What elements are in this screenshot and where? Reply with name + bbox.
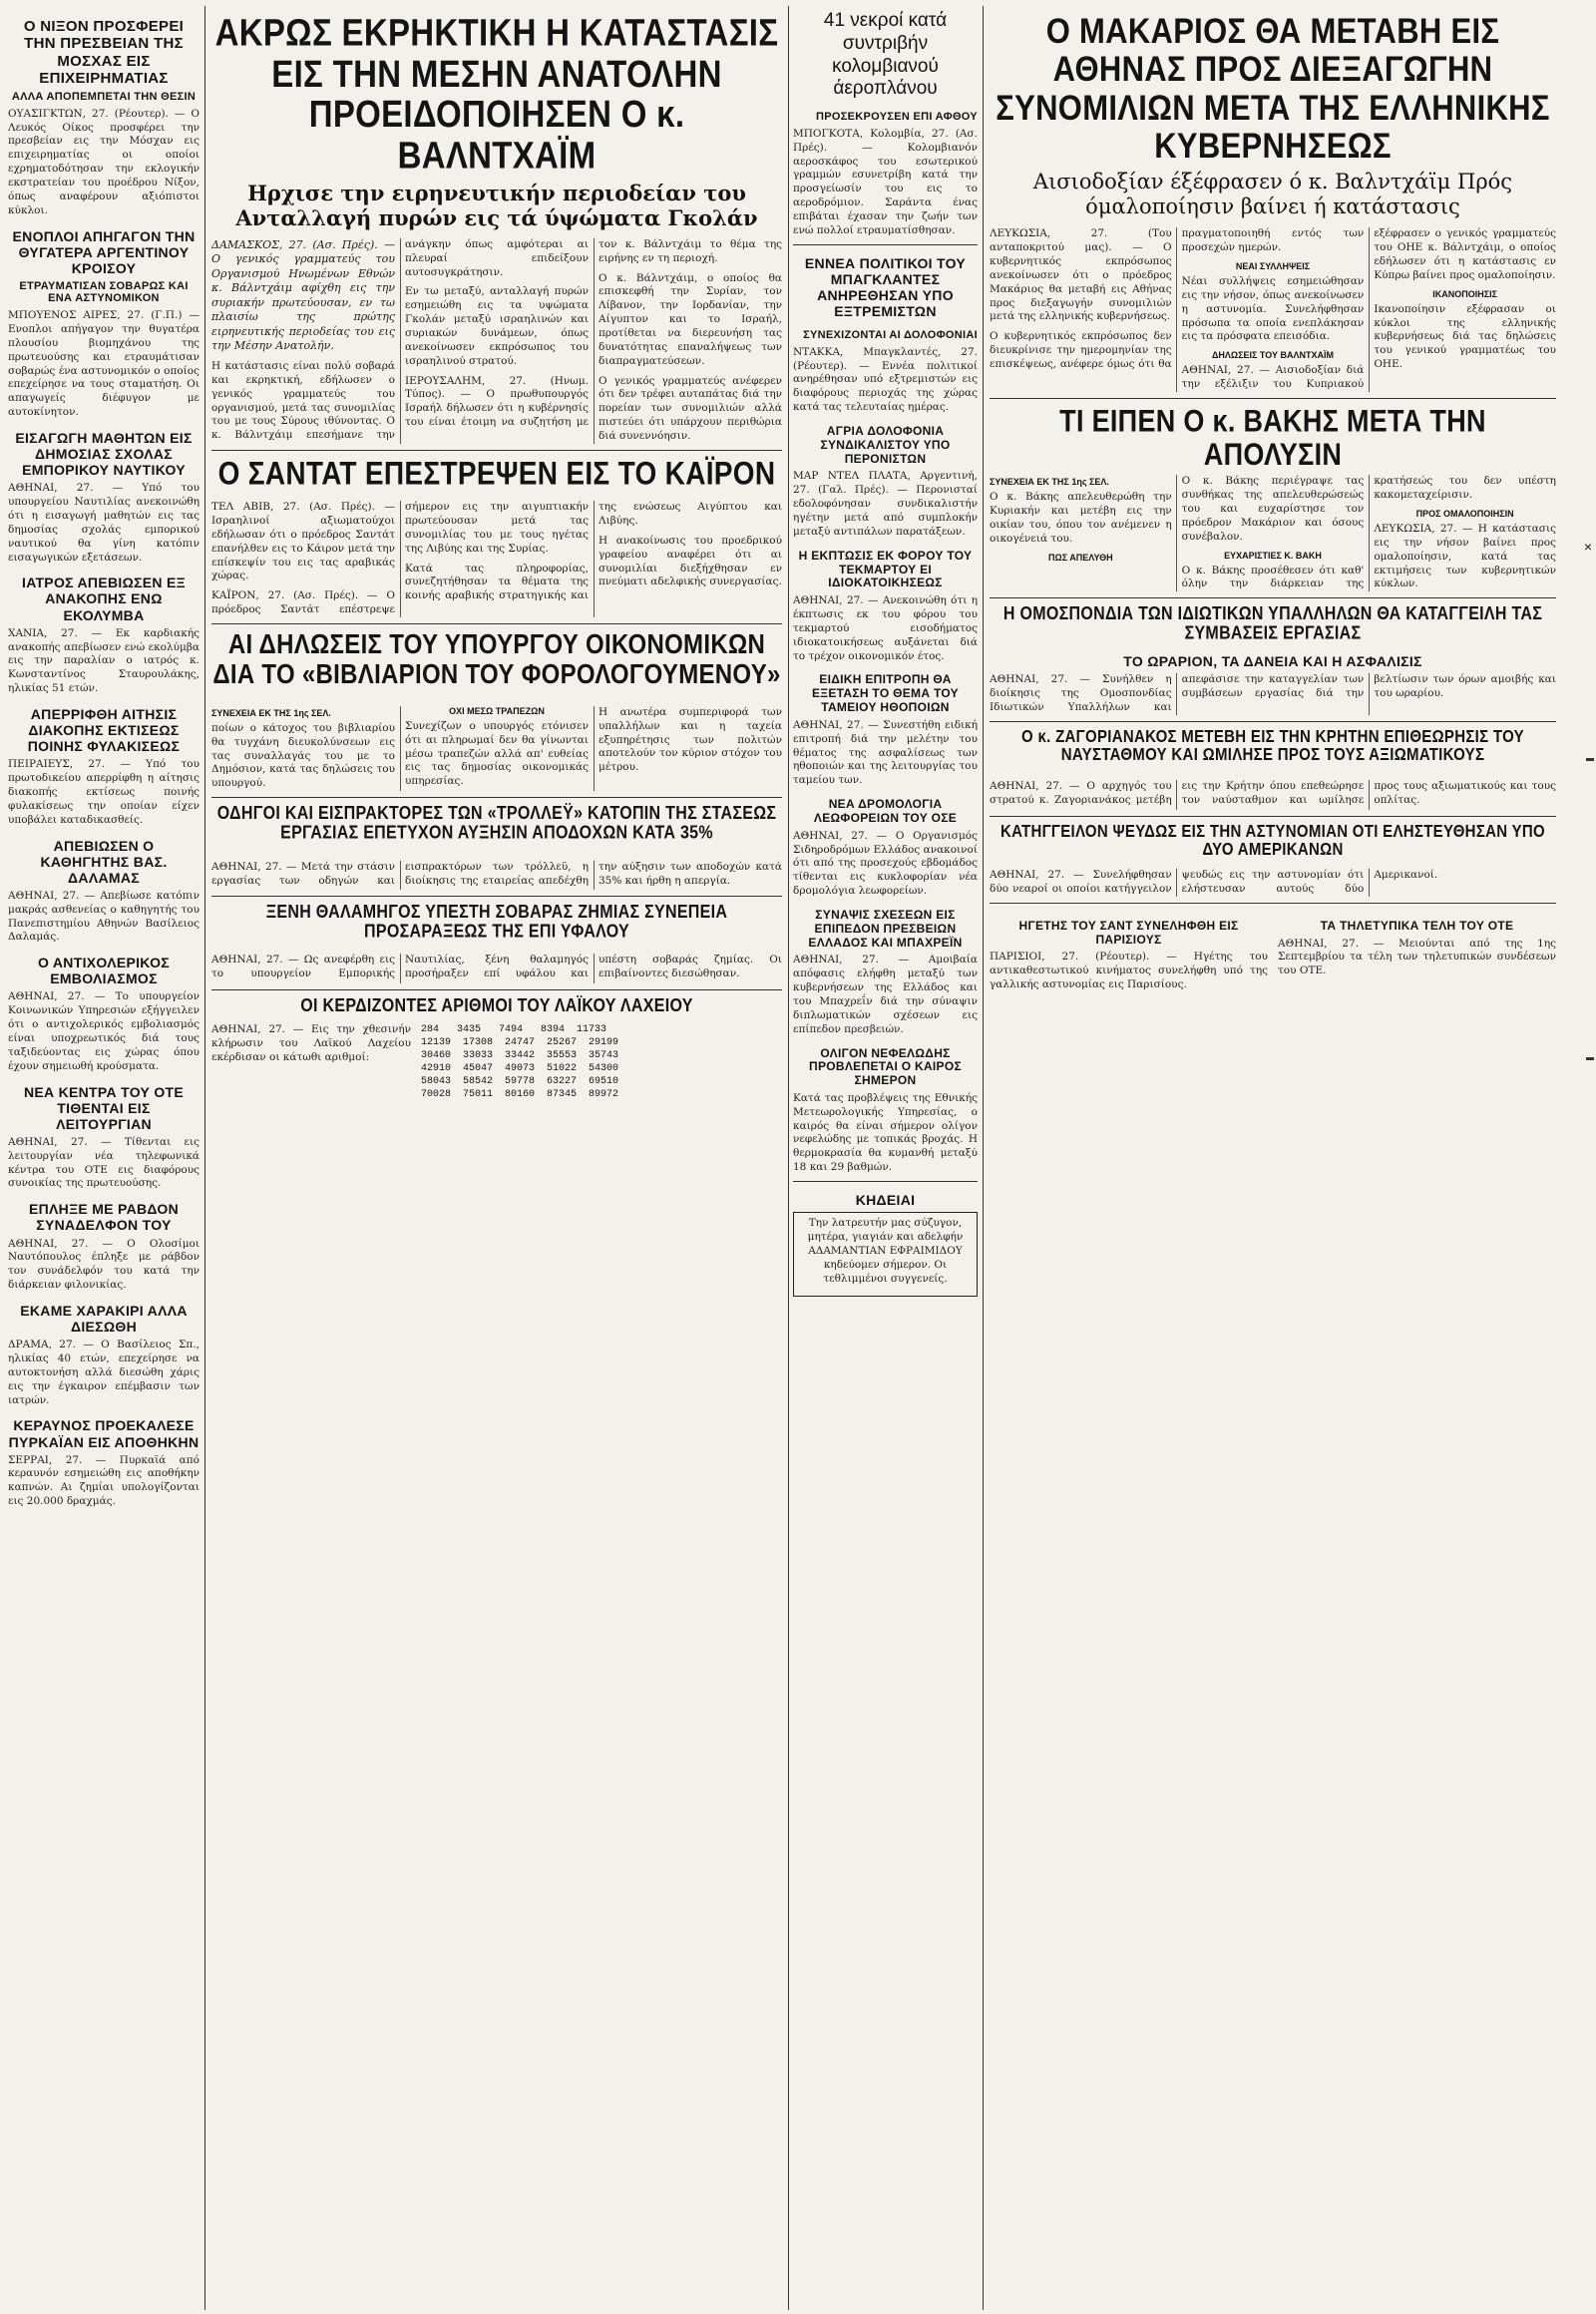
article-argentina: ΜΠΟΥΕΝΟΣ ΑΙΡΕΣ, 27. (Γ.Π.) — Ενοπλοι απήγαγον την θυγατέρα πλουσίου βιομηχάνου της πρωτευούσης και ετραυμάτισαν σοβαρώς ένα αστυνομικόν ο οποίος επεχείρησε να τους σταματήση. Οι απαγωγείς διέφυγον με αυτοκίνητον. [8, 309, 200, 419]
article-lightning: ΣΕΡΡΑΙ, 27. — Πυρκαϊά από κεραυνόν εσημειώθη εις αποθήκην καπνών. Αι ζημίαι υπολογίζονται εις 20.000 δραχμάς. [8, 1453, 200, 1508]
funeral-notice [793, 1212, 978, 1297]
article-subhead: ΙΚΑΝΟΠΟΙΗΣΙΣ [1432, 288, 1498, 299]
headline-trolley: ΟΔΗΓΟΙ ΚΑΙ ΕΙΣΠΡΑΚΤΟΡΕΣ ΤΩΝ «ΤΡΟΛΛΕΫ» ΚΑΤΟΠΙΝ ΤΗΣ ΣΤΑΣΕΩΣ ΕΡΓΑΣΙΑΣ ΕΠΕΤΥΧΟΝ ΑΥΞΗΣΙΝ ΑΠΟΔΟΧΩΝ ΚΑΤΑ 35% [216, 804, 777, 844]
margin-cross-mark: × [1583, 539, 1592, 555]
article-subhead: ΟΧΙ ΜΕΣΩ ΤΡΑΠΕΖΩΝ [449, 705, 545, 716]
column-rule [204, 6, 205, 2310]
article-paragraph: ποίων ο κάτοχος του βιβλιαρίου θα τυγχάνη διευκολύνσεων εις τας συναλλαγάς του με το Δημόσιον, κατά τας δηλώσεις του υπουργού. [211, 721, 395, 790]
article-lottery [211, 1023, 782, 1101]
headline-sentence: ΑΠΕΡΡΙΦΘΗ ΑΙΤΗΣΙΣ ΔΙΑΚΟΠΗΣ ΕΚΤΙΣΕΩΣ ΠΟΙΝΗΣ ΦΥΛΑΚΙΣΕΩΣ [27, 705, 181, 755]
article-paragraph: ΛΕΥΚΩΣΙΑ, 27. — Η κατάστασις εις την νήσον βαίνει προς ομαλοποίησιν, κατά τας εκτιμήσεις των κυβερνητικών κύκλων. [1374, 523, 1556, 590]
article-bangladesh: ΝΤΑΚΚΑ, Μπαγκλαντές, 27. (Ρέουτερ). — Εννέα πολιτικοί ανηρέθησαν υπό εξτρεμιστών εις διαφόρους περιοχάς της χώρας κατά τας τελευταίας ημέρας. [793, 345, 978, 414]
article-tax-booklet [211, 706, 782, 791]
headline-zagorianakos: Ο κ. ΖΑΓΟΡΙΑΝΑΚΟΣ ΜΕΤΕΒΗ ΕΙΣ ΤΗΝ ΚΡΗΤΗΝ ΕΠΙΘΕΩΡΗΣΙΣ ΤΟΥ ΝΑΥΣΤΑΘΜΟΥ ΚΑΙ ΩΜΙΛΗΣΕ ΠΡΟΣ ΤΟΥΣ ΑΞΙΩΜΑΤΙΚΟΥΣ [1021, 726, 1524, 765]
article-actors-fund: ΑΘΗΝΑΙ, 27. — Συνεστήθη ειδική επιτροπή διά την μελέτην του θέματος της ασφαλίσεως των ηθοποιών και της λειτουργίας του ταμείου των. [793, 718, 978, 787]
subhead-private-employees: ΤΟ ΩΡΑΡΙΟΝ, ΤΑ ΔΑΝΕΙΑ ΚΑΙ Η ΑΣΦΑΛΙΣΙΣ [1123, 652, 1422, 669]
article-nautical-schools: ΑΘΗΝΑΙ, 27. — Υπό του υπουργείου Ναυτιλίας ανεκοινώθη ότι η εισαγωγή μαθητών εις τας δημοσίας σχολάς εμπορικού ναυτικού θα γίνη κατόπιν εισαγωγικών εξετάσεων. [8, 482, 200, 564]
article-paragraph: Η κατάστασις είναι πολύ σοβαρά και εκρηκτική, εδήλωσεν ο γενικός γραμματεύς του οργανισμού, μετά τας συνομιλίας του με τους Σύρους ιθύνοντας. Ο κ. Βάλντχάιμ επεσήμανε την ανάγκην όπως αμφότεραι αι πλευραί επιδείξουν αυτοσυγκράτησιν. [211, 237, 589, 442]
article-paragraph: ΑΘΗΝΑΙ, 27. — Αισιοδοξίαν διά την εξέλιξιν του Κυπριακού εξέφρασεν ο γενικός γραμματεύς του ΟΗΕ κ. Βάλντχάιμ, ο οποίος εδήλωσεν ότι η κατάστασις εν Κύπρω βαίνει προς ομαλοποίησιν. [1181, 227, 1556, 391]
section-divider [990, 398, 1556, 399]
article-subhead: ΝΕΑΙ ΣΥΛΛΗΨΕΙΣ [1235, 260, 1311, 271]
article-paragraph: ΙΕΡΟΥΣΑΛΗΜ, 27. (Ηνωμ. Τύπος). — Ο πρωθυπουργός Ισραήλ δήλωσεν ότι η κυβέρνησίς του είναι έτοιμη να συζητήση με τον κ. Βάλντχάιμ το θέμα της ειρήνης εν τη περιοχή. [405, 237, 782, 429]
headline-bangladesh: ΕΝΝΕΑ ΠΟΛΙΤΙΚΟΙ ΤΟΥ ΜΠΑΓΚΛΑΝΤΕΣ ΑΝΗΡΕΘΗΣΑΝ ΥΠΟ ΕΞΤΡΕΜΙΣΤΩΝ [804, 254, 967, 319]
headline-private-employees: Η ΟΜΟΣΠΟΝΔΙΑ ΤΩΝ ΙΔΙΩΤΙΚΩΝ ΥΠΑΛΛΗΛΩΝ ΘΑ ΚΑΤΑΓΓΕΙΛΗ ΤΑΣ ΣΥΜΒΑΣΕΙΣ ΕΡΓΑΣΙΑΣ [1002, 604, 1543, 644]
article-weather: Κατά τας προβλέψεις της Εθνικής Μετεωρολογικής Υπηρεσίας, ο καιρός θα είναι σήμερον ολίγον νεφελώδης με τοπικάς βροχάς. Η θερμοκρασία θα κυμανθή μεταξύ 18 και 29 βαθμών. [793, 1091, 978, 1174]
article-paragraph: ΛΕΥΚΩΣΙΑ, 27. (Του ανταποκριτού μας). — Ο κυβερνητικός εκπρόσωπος ανεκοίνωσεν ότι ο πρόεδρος Μακάριος θα μεταβή εις Αθήνας προς διεξαγωγήν συνομιλιών μετά της ελληνικής κυβερνήσεως. [990, 227, 1172, 323]
article-paragraph: Ο γενικός γραμματεύς ανέφερεν ότι δεν τρέφει αυταπάτας διά την πορείαν των συνομιλιών αλλά πιστεύει ότι υπάρχουν περιθώρια διά συνεννόησιν. [598, 374, 782, 443]
article-vakis [990, 475, 1556, 591]
headline-actors-fund: ΕΙΔΙΚΗ ΕΠΙΤΡΟΠΗ ΘΑ ΕΞΕΤΑΣΗ ΤΟ ΘΕΜΑ ΤΟΥ ΤΑΜΕΙΟΥ ΗΘΟΠΟΙΩΝ [812, 672, 959, 714]
headline-vakis: ΤΙ ΕΙΠΕΝ Ο κ. ΒΑΚΗΣ ΜΕΤΑ ΤΗΝ ΑΠΟΛΥΣΙΝ [1059, 403, 1486, 472]
article-cholera: ΑΘΗΝΑΙ, 27. — Το υπουργείον Κοινωνικών Υπηρεσιών εξήγγειλεν ότι ο αντιχολερικός εμβολιασμός είναι υποχρεωτικός διά τους ταξιδεύοντας εις χώρας όπου έχουν σημειωθή κρούσματα. [8, 990, 200, 1072]
article-paragraph: Ικανοποίησιν εξέφρασαν οι κύκλοι της ελληνικής κυβερνήσεως διά τας δηλώσεις του γενικού γραμματέως του ΟΗΕ. [1374, 302, 1556, 371]
article-zagorianakos [990, 780, 1556, 810]
article-paragraph: ΤΕΛ ΑΒΙΒ, 27. (Ασ. Πρές). — Ισραηλινοί αξιωματούχοι εδήλωσαν ότι ο πρόεδρος Σαντάτ επανήλθεν εις το Κάιρον μετά την επίσκεψίν του εις τας αραβικάς χώρας. [211, 501, 395, 582]
article-sadat [211, 501, 782, 617]
subhead-bangladesh: ΣΥΝΕΧΙΖΟΝΤΑΙ ΑΙ ΔΟΛΟΦΟΝΙΑΙ [803, 329, 978, 342]
article-sant-leader: ΠΑΡΙΣΙΟΙ, 27. (Ρέουτερ). — Ηγέτης του αντικαθεστωτικού κινήματος συνελήφθη υπό της γαλλικής αστυνομίας εις Παρισίους. [990, 951, 1268, 991]
scan-edge-mark [1586, 1057, 1594, 1060]
article-paragraph: ΑΘΗΝΑΙ, 27. — Εις την χθεσινήν κλήρωσιν του Λαϊκού Λαχείου εκέρδισαν οι κάτωθι αριθμοί: [211, 1022, 411, 1063]
article-paragraph: Η ανωτέρα συμπεριφορά των υπαλλήλων και η ταχεία εξυπηρέτησις των πολιτών αποτελούν τον κύριον στόχον του μέτρου. [598, 705, 782, 774]
headline-plane-crash: 41 νεκροί κατά συντριβήν κολομβιανού άεροπλάνου [823, 10, 948, 100]
column-rule [983, 6, 984, 2310]
headline-false-report: ΚΑΤΗΓΓΕΙΛΟΝ ΨΕΥΔΩΣ ΕΙΣ ΤΗΝ ΑΣΤΥΝΟΜΙΑΝ ΟΤΙ ΕΛΗΣΤΕΥΘΗΣΑΝ ΥΠΟ ΔΥΟ ΑΜΕΡΙΚΑΝΩΝ [999, 821, 1545, 860]
article-bus-routes: ΑΘΗΝΑΙ, 27. — Ο Οργανισμός Σιδηροδρόμων Ελλάδος ανακοινοί ότι από της προσεχούς εβδομάδος τίθενται εις κυκλοφορίαν νέα δρομολόγια λεωφορείων. [793, 829, 978, 898]
left-column [8, 8, 200, 2307]
headline-ote-centers: ΝΕΑ ΚΕΝΤΡΑ ΤΟΥ ΟΤΕ ΤΙΘΕΝΤΑΙ ΕΙΣ ΛΕΙΤΟΥΡΓΙΑΝ [23, 1083, 185, 1132]
continuation-label: ΣΥΝΕΧΕΙΑ ΕΚ ΤΗΣ 1ης ΣΕΛ. [990, 477, 1109, 488]
headline-middle-east: ΑΚΡΩΣ ΕΚΡΗΚΤΙΚΗ Η ΚΑΤΑΣΤΑΣΙΣ ΕΙΣ ΤΗΝ ΜΕΣΗΝ ΑΝΑΤΟΛΗΝ ΠΡΟΕΙΔΟΠΟΙΗΣΕΝ Ο κ. ΒΑΛΝΤΧΑΪΜ [214, 10, 779, 177]
article-peronists: ΜΑΡ ΝΤΕΛ ΠΛΑΤΑ, Αργεντινή, 27. (Γαλ. Πρές). — Περονισταί εδολοφόνησαν συνδικαλιστήν ηγέτην μετά από συμπλοκήν μεταξύ αντιπάλων παρατάξεων. [793, 470, 978, 538]
subhead-plane-crash: ΠΡΟΣΕΚΡΟΥΣΕΝ ΕΠΙ ΑΦΘΟΥ [816, 111, 978, 124]
lottery-numbers: 284 3435 7494 8394 11733 12139 17308 24747 25267 29199 30460 33033 33442 35553 35743 42910 45047 49073 51022 54300 58043 58542 59778 63227 69510 70028 75011 80160 87345 89972 [421, 1023, 619, 1100]
section-divider [990, 597, 1556, 598]
headline-rod: ΕΠΛΗΞΕ ΜΕ ΡΑΒΔΟΝ ΣΥΝΑΔΕΛΦΟΝ ΤΟΥ [28, 1201, 180, 1234]
article-subhead: ΔΗΛΩΣΕΙΣ ΤΟΥ ΒΑΛΝΤΧΑΪΜ [1211, 350, 1335, 361]
column-rule [788, 6, 789, 2310]
headline-tax-deduction: Η ΕΚΠΤΩΣΙΣ ΕΚ ΦΟΡΟΥ ΤΟΥ ΤΕΚΜΑΡΤΟΥ ΕΙ ΙΔΙΟΚΑΤΟΙΚΗΣΕΩΣ [798, 548, 973, 590]
article-paragraph: Ο κ. Βάλντχάιμ, ο οποίος θα επισκεφθή την Συρίαν, τον Λίβανον, την Ιορδανίαν, την Αίγυπτον και το Ισραήλ, προτίθεται να διερευνήση τας δυνατότητας επαναλήψεως των διαπραγματεύσεων. [598, 271, 782, 367]
headline-argentina: ΕΝΟΠΛΟΙ ΑΠΗΓΑΓΟΝ ΤΗΝ ΘΥΓΑΤΕΡΑ ΑΡΓΕΝΤΙΝΟΥ ΚΡΟΙΣΟΥ [12, 227, 196, 276]
article-paragraph: Ο κ. Βάκης περιέγραψε τας συνθήκας της απελευθερώσεώς του και ευχαρίστησε τον πρόεδρον Μακάριον και όσους συνέβαλον. [1181, 475, 1365, 543]
article-paragraph: Νέαι συλλήψεις εσημειώθησαν εις την νήσον, όπως ανεκοίνωσεν η αστυνομία. Συνελήφθησαν πρόσωπα τα οποία ενεπλάκησαν εις τα πρόσφατα επεισόδια. [1181, 274, 1365, 343]
headline-ote-telex: ΤΑ ΤΗΛΕΤΥΠΙΚΑ ΤΕΛΗ ΤΟΥ ΟΤΕ [1320, 918, 1514, 933]
funeral-text: Την λατρευτήν μας σύζυγον, μητέρα, γιαγιάν και αδελφήν ΑΔΑΜΑΝΤΙΑΝ ΕΦΡΑΙΜΙΔΟΥ κηδεύομεν σήμερον. Οι τεθλιμμένοι συγγενείς. [807, 1217, 964, 1285]
subhead-nixon: ΑΛΛΑ ΑΠΟΠΕΜΠΕΤΑΙ ΤΗΝ ΘΕΣΙΝ [11, 91, 197, 103]
article-paragraph: Ο κυβερνητικός εκπρόσωπος δεν διευκρίνισε την ημερομηνίαν της επισκέψεως, ανέφερε όμως ότι θα πραγματοποιηθή εντός των προσεχών ημερών. [990, 227, 1365, 370]
section-divider [211, 896, 782, 897]
section-divider [211, 989, 782, 990]
scan-edge-mark [1586, 758, 1594, 761]
article-nixon: ΟΥΑΣΙΓΚΤΩΝ, 27. (Ρέουτερ). — Ο Λευκός Οίκος προσφέρει την πρεσβείαν εις την Μόσχαν εις επιχειρηματίας οι οποίοι εχρηματοδότησαν την εκλογικήν εκστρατείαν του προέδρου Νίξον, όπως αναφέρουν αξιόπιστοι κύκλοι. [8, 107, 200, 216]
headline-peronists: ΑΓΡΙΑ ΔΟΛΟΦΟΝΙΑ ΣΥΝΔΙΚΑΛΙΣΤΟΥ ΥΠΟ ΠΕΡΟΝΙΣΤΩΝ [820, 424, 951, 466]
middle-column [211, 8, 782, 2307]
article-paragraph: ΑΘΗΝΑΙ, 27. — Συνήλθεν η διοίκησις της Ομοσπονδίας Ιδιωτικών Υπαλλήλων και απεφάσισε την καταγγελίαν των συμβάσεων εργασίας διά την βελτίωσιν των όρων αμοιβής και του ωραρίου. [990, 672, 1556, 713]
article-lede: ΔΑΜΑΣΚΟΣ, 27. (Ασ. Πρές). — Ο γενικός γραμματεύς του Οργανισμού Ηνωμένων Εθνών κ. Βάλντχάιμ αφίχθη εις την συριακήν πρωτεύουσαν, εν τω πλαισίω της πρώτης ειρηνευτικής περιοδείας του εις την Μέσην Ανατολήν. [211, 237, 395, 353]
subhead-middle-east: Ηρχισε την ειρηνευτικήν περιοδείαν του Ανταλλαγή πυρών εις τά ύψώματα Γκολάν [235, 180, 758, 230]
headline-tax-booklet: ΑΙ ΔΗΛΩΣΕΙΣ ΤΟΥ ΥΠΟΥΡΓΟΥ ΟΙΚΟΝΟΜΙΚΩΝ ΔΙΑ ΤΟ «ΒΙΒΛΙΑΡΙΟΝ ΤΟΥ ΦΟΡΟΛΟΓΟΥΜΕΝΟΥ» [212, 628, 781, 690]
article-paragraph: ΑΘΗΝΑΙ, 27. — Ως ανεφέρθη εις το υπουργείον Εμπορικής Ναυτιλίας, ξένη θαλαμηγός προσήραξεν επί υφάλου και υπέστη σοβαράς ζημίας. Οι επιβαίνοντες διεσώθησαν. [211, 953, 782, 979]
right-column [990, 8, 1556, 2307]
headline-yacht: ΞΕΝΗ ΘΑΛΑΜΗΓΟΣ ΥΠΕΣΤΗ ΣΟΒΑΡΑΣ ΖΗΜΙΑΣ ΣΥΝΕΠΕΙΑ ΠΡΟΣΑΡΑΞΕΩΣ ΤΗΣ ΕΠΙ ΥΦΑΛΟΥ [265, 903, 728, 943]
article-subhead: ΕΥΧΑΡΙΣΤΙΕΣ Κ. ΒΑΚΗ [1224, 550, 1322, 561]
article-dalamas: ΑΘΗΝΑΙ, 27. — Απεβίωσε κατόπιν μακράς ασθενείας ο καθηγητής του Πανεπιστημίου Αθηνών Βασίλειος Δαλαμάς. [8, 889, 200, 944]
bottom-right-briefs [990, 910, 1556, 998]
article-rod: ΑΘΗΝΑΙ, 27. — Ο Ολοσίμοι Ναυτόπουλος έπληξε με ράβδον τον συνάδελφόν του κατά την διάρκειαν φιλονικίας. [8, 1237, 200, 1292]
article-tax-deduction: ΑΘΗΝΑΙ, 27. — Ανεκοινώθη ότι η έκπτωσις εκ του φόρου του τεκμαρτού εισοδήματος ιδιοκατοικήσεως αυξάνεται διά το τρέχον οικονομικόν έτος. [793, 594, 978, 662]
article-middle-east [211, 238, 782, 444]
article-doctor: ΧΑΝΙΑ, 27. — Εκ καρδιακής ανακοπής απεβίωσεν ενώ εκολύμβα εις την παραλίαν ο ιατρός κ. Κωνσταντίνος Σταυρουλάκης, ηλικίας 51 ετών. [8, 626, 200, 695]
headline-sadat: Ο ΣΑΝΤΑΤ ΕΠΕΣΤΡΕΨΕΝ ΕΙΣ ΤΟ ΚΑΪΡΟΝ [217, 455, 776, 492]
headline-lottery: ΟΙ ΚΕΡΔΙΖΟΝΤΕΣ ΑΡΙΘΜΟΙ ΤΟΥ ΛΑΪΚΟΥ ΛΑΧΕΙΟΥ [300, 995, 693, 1016]
article-paragraph: ΑΘΗΝΑΙ, 27. — Συνελήφθησαν δύο νεαροί οι οποίοι κατήγγειλον ψευδώς εις την αστυνομίαν ότι ελήστευσαν αυτούς δύο Αμερικανοί. [990, 868, 1438, 895]
headline-makarios: Ο ΜΑΚΑΡΙΟΣ ΘΑ ΜΕΤΑΒΗ ΕΙΣ ΑΘΗΝΑΣ ΠΡΟΣ ΔΙΕΞΑΓΩΓΗΝ ΣΥΝΟΜΙΛΙΩΝ ΜΕΤΑ ΤΗΣ ΕΛΛΗΝΙΚΗΣ ΚΥΒΕΡΝΗΣΕΩΣ [996, 10, 1550, 167]
headline-lightning: ΚΕΡΑΥΝΟΣ ΠΡΟΕΚΑΛΕΣΕ ΠΥΡΚΑΪΑΝ ΕΙΣ ΑΠΟΘΗΚΗΝ [8, 1417, 200, 1450]
headline-sant-leader: ΗΓΕΤΗΣ ΤΟΥ ΣΑΝΤ ΣΥΝΕΛΗΦΘΗ ΕΙΣ ΠΑΡΙΣΙΟΥΣ [1018, 918, 1239, 947]
continuation-label: ΣΥΝΕΧΕΙΑ ΕΚ ΤΗΣ 1ης ΣΕΛ. [211, 707, 331, 718]
article-false-report [990, 869, 1556, 897]
article-subhead: ΠΡΟΣ ΟΜΑΛΟΠΟΙΗΣΙΝ [1415, 509, 1514, 520]
article-private-employees [990, 673, 1556, 715]
headline-bahrain: ΣΥΝΑΨΙΣ ΣΧΕΣΕΩΝ ΕΙΣ ΕΠΙΠΕΔΟΝ ΠΡΕΣΒΕΙΩΝ ΕΛΛΑΔΟΣ ΚΑΙ ΜΠΑΧΡΕΪΝ [808, 907, 963, 950]
article-bahrain: ΑΘΗΝΑΙ, 27. — Αμοιβαία απόφασις ελήφθη μεταξύ των κυβερνήσεων της Ελλάδος και του Μπαχρεΐν διά την σύναψιν διπλωματικών σχέσεων εις επίπεδον πρεσβειών. [793, 954, 978, 1035]
article-paragraph: Ο κ. Βάκης απελευθερώθη την Κυριακήν και μετέβη εις την οικίαν του, όπου τον ανέμενεν η οικογένειά του. [990, 491, 1172, 545]
section-divider [211, 797, 782, 798]
article-makarios [990, 227, 1556, 392]
article-subhead: ΠΩΣ ΑΠΕΛΥΘΗ [1048, 552, 1113, 563]
subhead-makarios: Αισιοδοξίαν έξέφρασεν ό κ. Βαλντχάϊμ Πρός όμαλοποίησιν βαίνει ή κατάστασις [1032, 169, 1513, 219]
section-divider [211, 623, 782, 624]
headline-funerals: ΚΗΔΕΙΑΙ [855, 1192, 916, 1209]
narrow-column [793, 8, 978, 2307]
article-paragraph: ΑΘΗΝΑΙ, 27. — Ο αρχηγός του στρατού κ. Ζαγοριανάκος μετέβη εις την Κρήτην όπου επεθεώρησε τον ναύσταθμον και ωμίλησε προς τους αξιωματικούς και τους οπλίτας. [990, 779, 1556, 806]
article-ote-centers: ΑΘΗΝΑΙ, 27. — Τίθενται εις λειτουργίαν νέα τηλεφωνικά κέντρα του ΟΤΕ εις διαφόρους συνοικίας της πρωτευούσης. [8, 1135, 200, 1190]
headline-harakiri: ΕΚΑΜΕ ΧΑΡΑΚΙΡΙ ΑΛΛΑ ΔΙΕΣΩΘΗ [20, 1302, 188, 1336]
headline-nautical-schools: ΕΙΣΑΓΩΓΗ ΜΑΘΗΤΩΝ ΕΙΣ ΔΗΜΟΣΙΑΣ ΣΧΟΛΑΣ ΕΜΠΟΡΙΚΟΥ ΝΑΥΤΙΚΟΥ [15, 429, 193, 479]
section-divider [211, 450, 782, 451]
article-paragraph: Κατά τας πληροφορίας, συνεζητήθησαν τα θέματα της κοινής αραβικής στρατηγικής και της ενώσεως Αιγύπτου και Λιβύης. [405, 501, 782, 602]
article-paragraph: Εν τω μεταξύ, ανταλλαγή πυρών εσημειώθη εις τα υψώματα Γκολάν μεταξύ ισραηλινών και συριακών δυνάμεων, όπως ανεκοίνωσεν εκπρόσωπος του ισραηλινού στρατού. [405, 285, 589, 367]
article-paragraph: ΑΘΗΝΑΙ, 27. — Μετά την στάσιν εργασίας των οδηγών και εισπρακτόρων των τρόλλεϋ, η διοίκησις της εταιρείας απεδέχθη την αύξησιν των αποδοχών κατά 35% και ήρθη η απεργία. [211, 860, 782, 887]
article-harakiri: ΔΡΑΜΑ, 27. — Ο Βασίλειος Σπ., ηλικίας 40 ετών, επεχείρησε να αυτοκτονήση αλλά διεσώθη χάρις εις την έγκαιρον επέμβασιν των ιατρών. [8, 1339, 200, 1406]
article-ote-telex: ΑΘΗΝΑΙ, 27. — Μειούνται από της 1ης Σεπτεμβρίου τα τέλη των τηλετυπικών συνδέσεων του ΟΤΕ. [1278, 937, 1556, 977]
headline-bus-routes: ΝΕΑ ΔΡΟΜΟΛΟΓΙΑ ΛΕΩΦΟΡΕΙΩΝ ΤΟΥ ΟΣΕ [813, 797, 958, 825]
headline-nixon: Ο ΝΙΞΟΝ ΠΡΟΣΦΕΡΕΙ ΤΗΝ ΠΡΕΣΒΕΙΑΝ ΤΗΣ ΜΟΣΧΑΣ ΕΙΣ ΕΠΙΧΕΙΡΗΜΑΤΙΑΣ [23, 18, 185, 87]
section-divider [990, 721, 1556, 722]
brief-ote-telex [1278, 910, 1556, 998]
article-yacht [211, 954, 782, 983]
subhead-argentina: ΕΤΡΑΥΜΑΤΙΣΑΝ ΣΟΒΑΡΩΣ ΚΑΙ ΕΝΑ ΑΣΤΥΝΟΜΙΚΟΝ [19, 279, 189, 305]
article-paragraph: Ο κ. Βάκης προσέθεσεν ότι καθ' όλην την διάρκειαν της κρατήσεώς του δεν υπέστη κακομεταχείρισιν. [1181, 475, 1556, 590]
article-trolley [211, 861, 782, 891]
headline-weather: ΟΛΙΓΟΝ ΝΕΦΕΛΩΔΗΣ ΠΡΟΒΛΕΠΕΤΑΙ Ο ΚΑΙΡΟΣ ΣΗΜΕΡΟΝ [809, 1045, 962, 1088]
headline-dalamas: ΑΠΕΒΙΩΣΕΝ Ο ΚΑΘΗΓΗΤΗΣ ΒΑΣ. ΔΑΛΑΜΑΣ [40, 837, 168, 886]
article-paragraph: Συνεχίζων ο υπουργός ετόνισεν ότι αι πληρωμαί δεν θα γίνωνται μέσω τραπεζών αλλά απ' ευθείας εις τας δημοσίας οικονομικάς υπηρεσίας. [405, 719, 589, 788]
article-plane-crash: ΜΠΟΓΚΟΤΑ, Κολομβία, 27. (Ασ. Πρές). — Κολομβιανόν αεροσκάφος του εσωτερικού γραμμών εσυνετρίβη κατά την προσγείωσίν του εις το αεροδρόμιον. Σαράντα ένας επιβάται έχασαν την ζωήν των ενώ πολλοί ετραυματίσθησαν. [793, 127, 978, 236]
brief-sant [990, 910, 1268, 998]
section-divider [793, 244, 978, 245]
headline-cholera: Ο ΑΝΤΙΧΟΛΕΡΙΚΟΣ ΕΜΒΟΛΙΑΣΜΟΣ [38, 955, 170, 987]
headline-doctor: ΙΑΤΡΟΣ ΑΠΕΒΙΩΣΕΝ ΕΞ ΑΝΑΚΟΠΗΣ ΕΝΩ ΕΚΟΛΥΜΒΑ [22, 575, 186, 623]
section-divider [990, 816, 1556, 817]
article-sentence: ΠΕΙΡΑΙΕΥΣ, 27. — Υπό του πρωτοδικείου απερρίφθη η αίτησις διακοπής εκτίσεως ποινής φυλακίσεως την οποίαν είχεν υποβάλει καταδικασθείς. [8, 758, 200, 826]
section-divider [990, 903, 1556, 904]
article-paragraph: Η ανακοίνωσις του προεδρικού γραφείου αναφέρει ότι αι συνομιλίαι διεξήχθησαν εν πνεύματι αδελφικής συνεργασίας. [598, 534, 782, 588]
article-paragraph: ΚΑΪΡΟΝ, 27. (Ασ. Πρές). — Ο πρόεδρος Σαντάτ επέστρεψε σήμερον εις την αιγυπτιακήν πρωτεύουσαν μετά τας συνομιλίας του με τους ηγέτας της Λιβύης και της Συρίας. [211, 501, 589, 616]
section-divider [793, 1181, 978, 1182]
